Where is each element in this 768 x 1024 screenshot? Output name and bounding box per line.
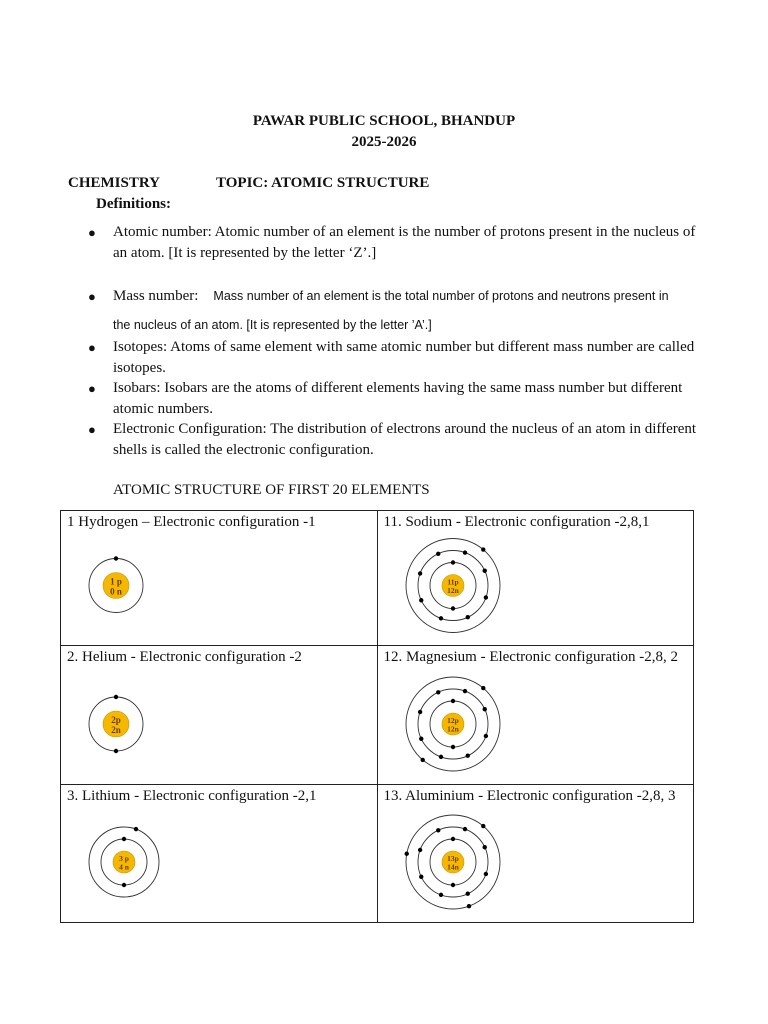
electron bbox=[481, 686, 485, 690]
electron bbox=[438, 755, 442, 759]
definition-term: Electronic Configuration: bbox=[113, 421, 267, 437]
electron bbox=[450, 560, 454, 564]
electron bbox=[438, 616, 442, 620]
academic-year: 2025-2026 bbox=[351, 134, 417, 150]
definitions-heading: Definitions: bbox=[96, 196, 171, 212]
table-row bbox=[61, 785, 694, 923]
bullet-icon: ● bbox=[88, 381, 96, 396]
definition-text: The distribution of electrons around the nucleus of an atom in different shells is called the electronic configuration. bbox=[113, 421, 697, 458]
electron bbox=[483, 595, 487, 599]
definition-term: Mass number: bbox=[113, 288, 199, 304]
electron bbox=[465, 615, 469, 619]
element-cell-lithium bbox=[61, 785, 378, 923]
neutron-count: 14n bbox=[446, 862, 459, 872]
school-name: PAWAR PUBLIC SCHOOL, BHANDUP bbox=[252, 113, 516, 129]
electron bbox=[114, 556, 118, 560]
electron bbox=[450, 837, 454, 841]
proton-count: 3 p bbox=[119, 854, 129, 863]
electron bbox=[482, 569, 486, 573]
definition-atomic-number bbox=[88, 222, 708, 264]
electron bbox=[482, 707, 486, 711]
neutron-count: 2n bbox=[111, 725, 121, 735]
bullet-icon: ● bbox=[88, 340, 96, 355]
definition-electronic-configuration bbox=[88, 419, 708, 461]
table-row bbox=[61, 646, 694, 785]
atom-diagram bbox=[61, 668, 377, 780]
element-label: 13. Aluminium - Electronic configuration -2,8, 3 bbox=[383, 788, 676, 804]
proton-count: 2p bbox=[111, 715, 121, 725]
definition-text: Atoms of same element with same atomic number but different mass number are called isotopes. bbox=[113, 339, 695, 376]
neutron-count: 12n bbox=[446, 586, 459, 595]
element-cell-sodium bbox=[377, 511, 694, 646]
element-label: 11. Sodium - Electronic configuration -2,8,1 bbox=[383, 514, 650, 530]
definition-term: Isotopes: bbox=[113, 339, 168, 355]
definition-mass-number bbox=[88, 286, 708, 336]
electron bbox=[417, 848, 421, 852]
electron bbox=[404, 852, 408, 856]
atom-diagram bbox=[378, 807, 694, 917]
electron bbox=[450, 699, 454, 703]
atom-diagram bbox=[61, 533, 377, 638]
definition-term: Isobars: bbox=[113, 380, 161, 396]
definition-text: Mass number of an element is the total number of protons and neutrons present in bbox=[213, 289, 669, 303]
definition-isotopes bbox=[88, 337, 708, 379]
electron bbox=[436, 828, 440, 832]
electron bbox=[436, 690, 440, 694]
definition-text: Isobars are the atoms of different elements having the same mass number but different atomic numbers. bbox=[113, 380, 683, 417]
electron bbox=[481, 824, 485, 828]
electron bbox=[466, 904, 470, 908]
bullet-icon: ● bbox=[88, 225, 96, 240]
atom-diagram bbox=[378, 668, 694, 780]
neutron-count: 0 n bbox=[110, 586, 122, 597]
electron bbox=[450, 745, 454, 749]
electron bbox=[483, 734, 487, 738]
element-cell-aluminium bbox=[377, 785, 694, 923]
electron bbox=[114, 695, 118, 699]
bullet-icon: ● bbox=[88, 289, 96, 304]
proton-count: 13p bbox=[446, 854, 459, 863]
proton-count: 11p bbox=[446, 577, 459, 587]
table-title: ATOMIC STRUCTURE OF FIRST 20 ELEMENTS bbox=[113, 482, 430, 498]
subject-line bbox=[68, 175, 430, 192]
bullet-icon: ● bbox=[88, 422, 96, 437]
electron bbox=[483, 872, 487, 876]
element-cell-magnesium bbox=[377, 646, 694, 785]
electron bbox=[122, 837, 126, 841]
element-label: 12. Magnesium - Electronic configuration -2,8, 2 bbox=[383, 649, 679, 665]
electron bbox=[122, 883, 126, 887]
topic-label: TOPIC: ATOMIC STRUCTURE bbox=[216, 175, 430, 191]
elements-table bbox=[60, 510, 694, 923]
atom-diagram bbox=[378, 533, 694, 638]
electron bbox=[462, 550, 466, 554]
electron bbox=[450, 883, 454, 887]
table-row bbox=[61, 511, 694, 646]
electron bbox=[420, 758, 424, 762]
electron bbox=[436, 552, 440, 556]
subject-label: CHEMISTRY bbox=[68, 175, 160, 191]
electron bbox=[419, 598, 423, 602]
electron bbox=[482, 845, 486, 849]
electron bbox=[438, 893, 442, 897]
electron bbox=[417, 710, 421, 714]
definition-text: Atomic number of an element is the number of protons present in the nucleus of an atom. [It is represented by the letter ‘Z’.] bbox=[113, 224, 696, 261]
electron bbox=[462, 827, 466, 831]
definition-text-continued: the nucleus of an atom. [It is represented by the letter ’A’.] bbox=[113, 318, 432, 332]
electron bbox=[465, 892, 469, 896]
element-label: 1 Hydrogen – Electronic configuration -1 bbox=[67, 514, 316, 530]
proton-count: 12p bbox=[446, 716, 459, 725]
electron bbox=[465, 754, 469, 758]
electron bbox=[462, 689, 466, 693]
atom-diagram bbox=[61, 807, 377, 917]
element-label: 3. Lithium - Electronic configuration -2,1 bbox=[67, 788, 317, 804]
definition-isobars bbox=[88, 378, 708, 420]
definition-term: Atomic number: bbox=[113, 224, 212, 240]
proton-count: 1 p bbox=[110, 576, 122, 587]
electron bbox=[114, 749, 118, 753]
electron bbox=[419, 875, 423, 879]
neutron-count: 4 n bbox=[119, 862, 129, 872]
neutron-count: 12n bbox=[446, 724, 459, 734]
element-cell-hydrogen bbox=[61, 511, 378, 646]
electron bbox=[450, 606, 454, 610]
element-label: 2. Helium - Electronic configuration -2 bbox=[67, 649, 302, 665]
element-cell-helium bbox=[61, 646, 378, 785]
electron bbox=[134, 827, 138, 831]
electron bbox=[481, 547, 485, 551]
electron bbox=[417, 571, 421, 575]
electron bbox=[419, 737, 423, 741]
